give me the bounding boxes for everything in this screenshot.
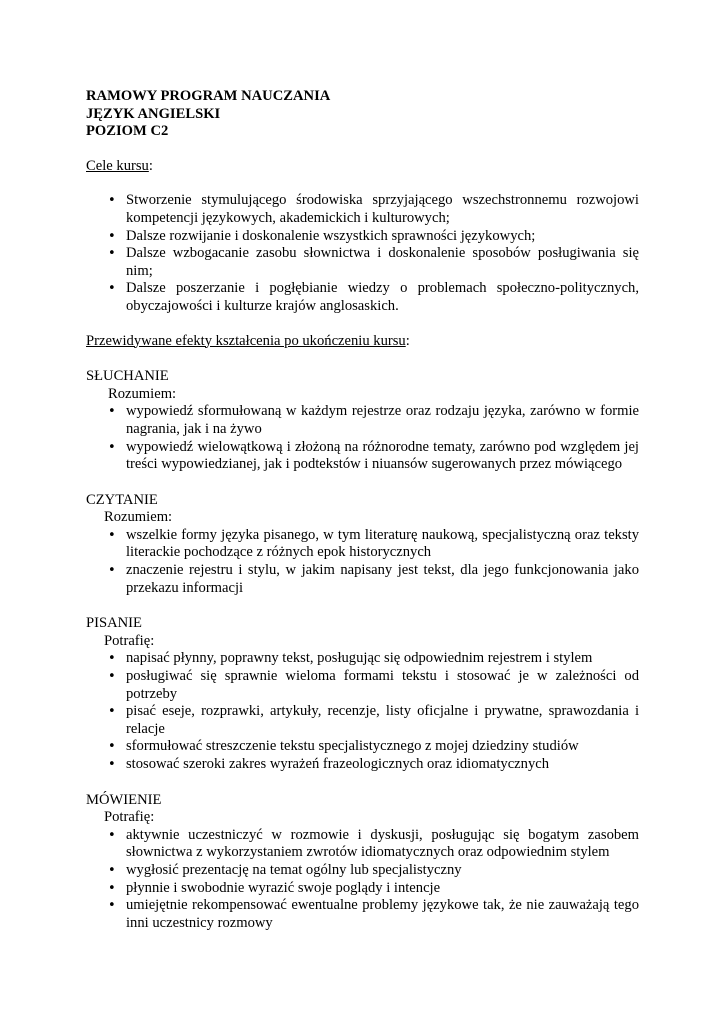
list-item: • pisać eseje, rozprawki, artykuły, recenzje, listy oficjalne i prywatne, sprawozdania i relacje [126, 703, 639, 738]
speaking-section [86, 792, 639, 933]
outcomes-heading-colon: : [405, 332, 410, 349]
list-item: • wypowiedź sformułowaną w każdym rejestrze oraz rodzaju języka, zarówno w formie nagrania, jak i na żywo [126, 403, 639, 438]
reading-list [86, 527, 639, 597]
section-title: CZYTANIE [86, 491, 158, 508]
section-intro: Potrafię: [104, 809, 155, 826]
list-item: • Dalsze wzbogacanie zasobu słownictwa i doskonalenie sposobów posługiwania się nim; [126, 245, 639, 280]
document-content [86, 88, 639, 932]
language-title: JĘZYK ANGIELSKI [86, 105, 221, 122]
list-item: • Dalsze rozwijanie i doskonalenie wszystkich sprawności językowych; [126, 228, 639, 246]
list-item: • aktywnie uczestniczyć w rozmowie i dyskusji, posługując się bogatym zasobem słownictwa z wykorzystaniem zwrotów idiomatycznych oraz odpowiednim stylem [126, 827, 639, 862]
goals-heading-text: Cele kursu [86, 157, 149, 174]
section-intro: Potrafię: [104, 632, 155, 649]
program-title: RAMOWY PROGRAM NAUCZANIA [86, 88, 331, 104]
goals-heading [86, 158, 639, 176]
list-item: • stosować szeroki zakres wyrażeń frazeologicznych oraz idiomatycznych [126, 756, 639, 774]
list-item: • wypowiedź wielowątkową i złożoną na różnorodne tematy, zarówno pod względem jej treści wypowiedzianej, jak i podtekstów i niuansów sugerowanych przez mówiącego [126, 439, 639, 474]
list-item: • napisać płynny, poprawny tekst, posługując się odpowiednim rejestrem i stylem [126, 650, 639, 668]
writing-section [86, 615, 639, 773]
speaking-list [86, 827, 639, 933]
section-title: PISANIE [86, 615, 142, 632]
level-title: POZIOM C2 [86, 123, 169, 140]
list-item: • posługiwać się sprawnie wieloma formami tekstu i stosować je w zależności od potrzeby [126, 668, 639, 703]
list-item: • wszelkie formy języka pisanego, w tym literaturę naukową, specjalistyczną oraz teksty literackie pochodzące z różnych epok historycznych [126, 527, 639, 562]
document-header [86, 88, 639, 141]
list-item: • płynnie i swobodnie wyrazić swoje poglądy i intencje [126, 880, 639, 898]
outcomes-heading-text: Przewidywane efekty kształcenia po ukończeniu kursu [86, 332, 406, 349]
writing-list [86, 650, 639, 773]
listening-section [86, 368, 639, 474]
listening-list [86, 403, 639, 473]
goals-list [86, 192, 639, 315]
section-title: MÓWIENIE [86, 791, 162, 808]
list-item: • Stworzenie stymulującego środowiska sprzyjającego wszechstronnemu rozwojowi kompetencji językowych, akademickich i kulturowych; [126, 192, 639, 227]
section-title: SŁUCHANIE [86, 368, 169, 385]
goals-heading-colon: : [148, 157, 153, 174]
list-item: • wygłosić prezentację na temat ogólny lub specjalistyczny [126, 862, 639, 880]
list-item: • znaczenie rejestru i stylu, w jakim napisany jest tekst, dla jego funkcjonowania jako przekazu informacji [126, 562, 639, 597]
outcomes-heading [86, 333, 639, 351]
section-intro: Rozumiem: [108, 385, 177, 402]
list-item: • Dalsze poszerzanie i pogłębianie wiedzy o problemach społeczno-politycznych, obyczajowości i kulturze krajów anglosaskich. [126, 280, 639, 315]
list-item: • sformułować streszczenie tekstu specjalistycznego z mojej dziedziny studiów [126, 738, 639, 756]
list-item: • umiejętnie rekompensować ewentualne problemy językowe tak, że nie zauważają tego inni uczestnicy rozmowy [126, 897, 639, 932]
section-intro: Rozumiem: [104, 509, 173, 526]
reading-section [86, 492, 639, 598]
